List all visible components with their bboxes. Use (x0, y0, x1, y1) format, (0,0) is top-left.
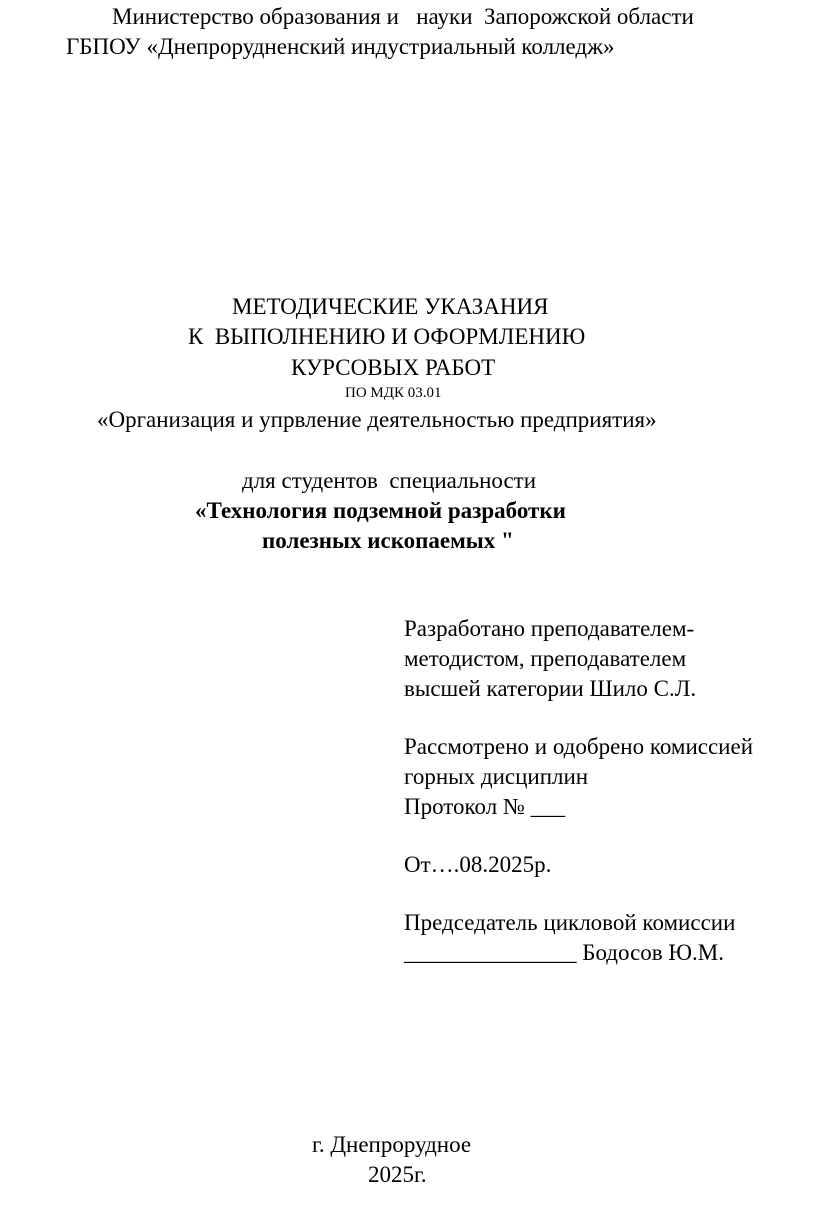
protocol-line: Протокол № ___ (404, 794, 566, 819)
title-line-2: К ВЫПОЛНЕНИЮ И ОФОРМЛЕНИЮ (188, 324, 586, 349)
specialty-line-1: «Технология подземной разработки (195, 498, 566, 523)
subject-code: ПО МДК 03.01 (345, 385, 442, 401)
title-line-1: МЕТОДИЧЕСКИЕ УКАЗАНИЯ (232, 294, 549, 319)
reviewed-line-1: Рассмотрено и одобрено комиссией (404, 734, 754, 759)
developed-line-3: высшей категории Шило С.Л. (404, 676, 697, 701)
ministry-line: Министерство образования и науки Запорожской области (112, 4, 694, 29)
chair-signature: _______________ Бодосов Ю.М. (404, 940, 724, 965)
developed-line-2: методистом, преподавателем (404, 646, 687, 671)
title-line-3: КУРСОВЫХ РАБОТ (291, 355, 496, 380)
approval-date: От….08.2025р. (404, 852, 552, 877)
footer-city: г. Днепрорудное (312, 1132, 472, 1157)
reviewed-line-2: горных дисциплин (404, 764, 589, 789)
subject-name: «Организация и упрвление деятельностью предприятия» (97, 407, 657, 432)
college-line: ГБПОУ «Днепрорудненский индустриальный колледж» (66, 34, 615, 59)
developed-line-1: Разработано преподавателем- (404, 616, 695, 641)
audience-intro: для студентов специальности (242, 468, 537, 493)
specialty-line-2: полезных ископаемых " (262, 528, 514, 553)
chair-title: Председатель цикловой комиссии (404, 910, 736, 935)
footer-year: 2025г. (368, 1162, 427, 1187)
